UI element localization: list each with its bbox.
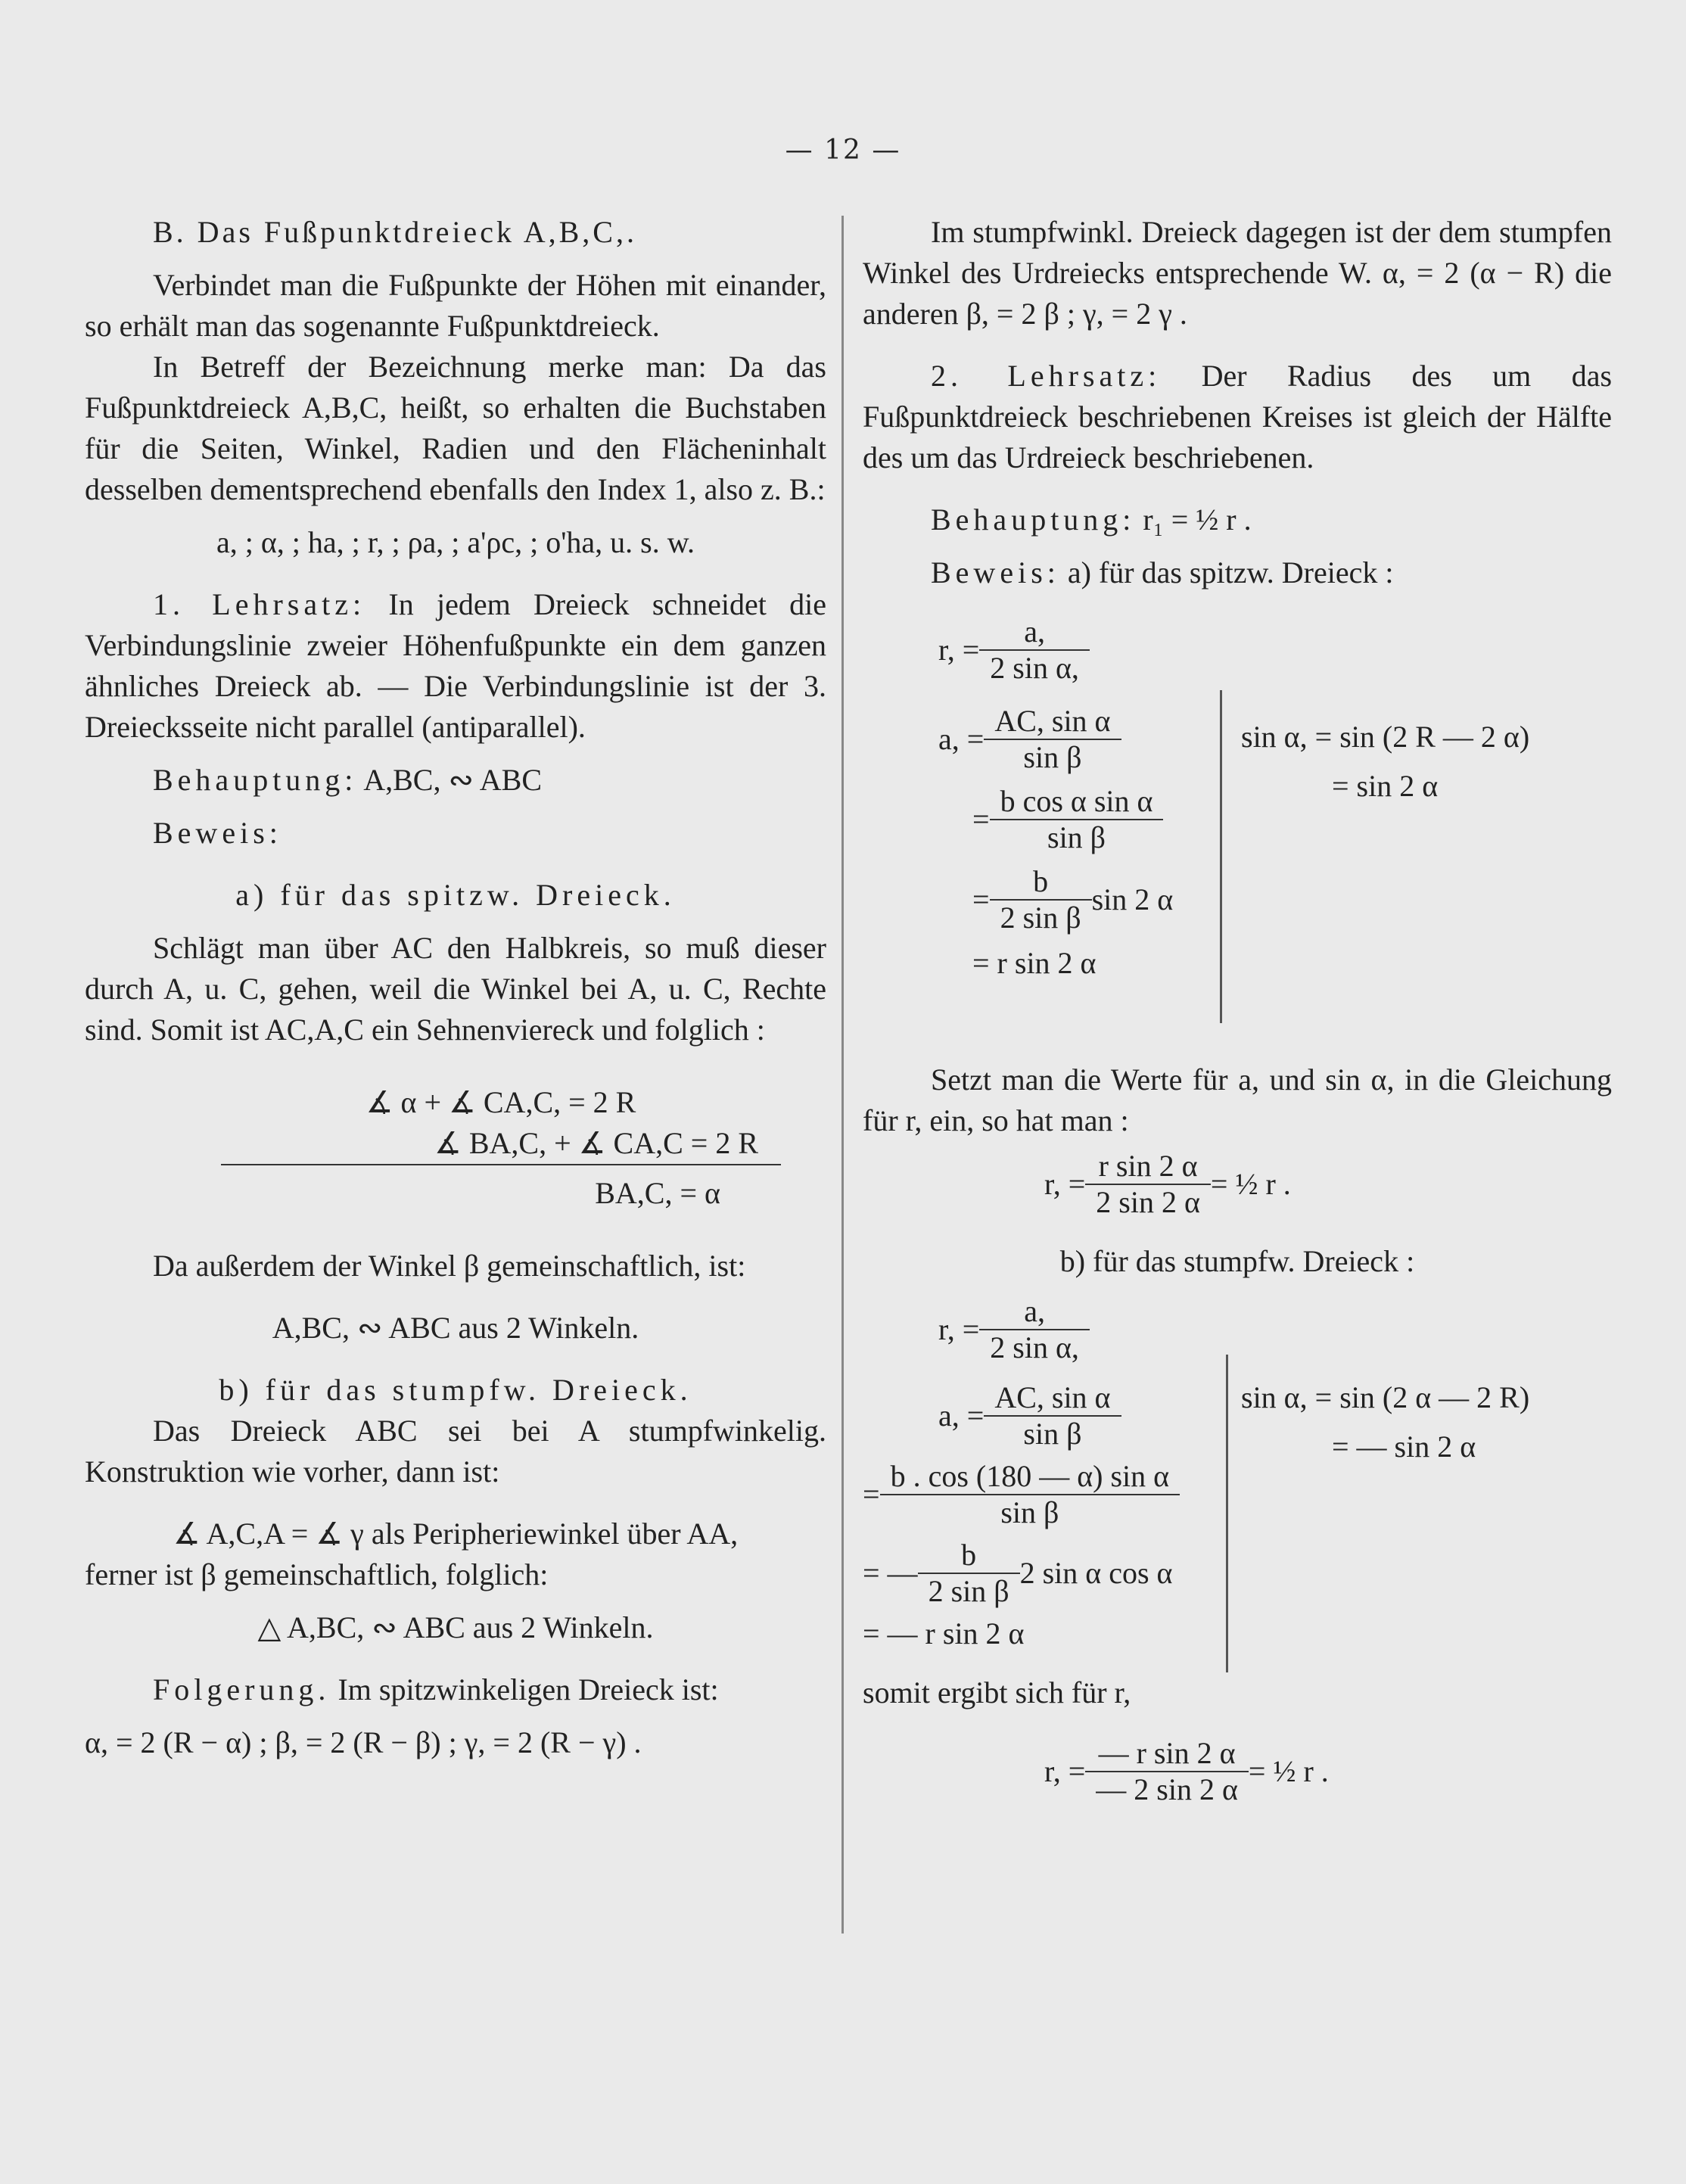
column-divider xyxy=(841,216,844,1934)
proof xyxy=(863,552,1612,593)
claim-text: r₁ = ½ r . xyxy=(1143,502,1252,537)
equation-lhs: r, = xyxy=(938,1312,980,1346)
theorem-1 xyxy=(85,584,826,748)
equation-tail: = ½ r . xyxy=(1248,1754,1329,1788)
fraction xyxy=(990,864,1092,935)
equation: ∡ BA,C, + ∡ CA,C = 2 R xyxy=(221,1123,781,1165)
section-heading: B. Das Fußpunktdreieck A,B,C,. xyxy=(153,215,637,249)
result: A,BC, ∾ ABC aus 2 Winkeln. xyxy=(272,1311,639,1345)
equation-lhs: r, = xyxy=(1044,1754,1086,1788)
conclusion-text: Im spitzwinkeligen Dreieck ist: xyxy=(338,1672,719,1706)
paragraph: ferner ist β gemeinschaftlich, folglich: xyxy=(85,1557,549,1591)
equation xyxy=(938,614,1612,686)
paragraph: somit ergibt sich für r, xyxy=(863,1675,1131,1710)
derivation-b xyxy=(863,1294,1612,1672)
side-equation: = — sin 2 α xyxy=(1332,1430,1476,1464)
paragraph: Da außerdem der Winkel β gemeinschaftlich, ist: xyxy=(153,1249,746,1283)
equation-lhs: a, = xyxy=(938,722,985,756)
equation-tail: 2 sin α cos α xyxy=(1019,1556,1173,1590)
theorem-label: 1. Lehrsatz: xyxy=(153,587,366,621)
paragraph: Das Dreieck ABC sei bei A stumpfwinkelig. Konstruktion wie vorher, dann ist: xyxy=(85,1414,826,1489)
conclusion-label: Folgerung. xyxy=(153,1672,331,1706)
proof-label: Beweis: xyxy=(931,555,1060,590)
proof-case: a) für das spitzw. Dreieck : xyxy=(1067,555,1394,590)
claim-label: Behauptung: xyxy=(153,763,358,797)
result: △ A,BC, ∾ ABC aus 2 Winkeln. xyxy=(257,1610,654,1644)
claim-text: A,BC, ∾ ABC xyxy=(363,763,543,797)
equation-lhs: r, = xyxy=(938,633,980,667)
denominator: 2 sin α, xyxy=(990,1330,1079,1364)
side-equation: = sin 2 α xyxy=(1332,769,1439,803)
case-heading: a) für das spitzw. Dreieck. xyxy=(235,878,676,912)
equation: = r sin 2 α xyxy=(972,946,1097,980)
equation-lhs: a, = xyxy=(938,1398,985,1433)
numerator: r sin 2 α xyxy=(1085,1149,1211,1185)
equation-lhs: r, = xyxy=(1044,1167,1086,1201)
fraction xyxy=(1085,1736,1249,1807)
equation: ∡ α + ∡ CA,C, = 2 R xyxy=(366,1085,636,1119)
fraction xyxy=(1085,1149,1211,1220)
paragraph: In Betreff der Bezeichnung merke man: Da das Fußpunktdreieck A,B,C, heißt, so erhalten die Buchstaben für die Seiten, Winkel, Radien und den Flächeninhalt desselben dementsprechend ebenfalls den Index 1, also z. B.: xyxy=(85,350,826,506)
equation: = — $\frac{b}{\text{2 sin β}}$ 2 sin α cos α xyxy=(863,1538,1173,1608)
equation: = — r sin 2 α xyxy=(863,1616,1025,1650)
paragraph: Verbindet man die Fußpunkte der Höhen mit einander, so erhält man das sogenannte Fußpunktdreieck. xyxy=(85,268,826,343)
numerator: b . cos (180 — α) sin α xyxy=(880,1459,1181,1495)
numerator: b xyxy=(918,1538,1020,1574)
fraction xyxy=(979,614,1090,686)
result-equation xyxy=(1044,1149,1612,1220)
equation: ∡ A,C,A = ∡ γ als Peripheriewinkel über AA, xyxy=(173,1517,739,1551)
proof-label: Beweis: xyxy=(153,816,282,850)
vertical-separator xyxy=(1226,1355,1228,1672)
index-list: a, ; α, ; ha, ; r, ; ρa, ; a'ρc, ; o'ha, u. s. w. xyxy=(216,525,695,559)
equation: = $\frac{\text{b cos α sin α}}{\text{sin β}}$ xyxy=(972,784,1612,855)
vertical-separator xyxy=(1220,690,1222,1023)
equation: BA,C, = α xyxy=(595,1176,720,1210)
theorem-label: 2. Lehrsatz: xyxy=(931,359,1162,393)
theorem-text: In jedem Dreieck schneidet die Verbindungslinie zweier Höhenfußpunkte ein dem ganzen ähnliches Dreieck ab. — Die Verbindungslinie ist der 3. Dreiecksseite nicht parallel (antiparallel). xyxy=(85,587,827,744)
denominator: 2 sin β xyxy=(1000,901,1081,935)
denominator: 2 sin α, xyxy=(990,651,1079,685)
denominator: sin β xyxy=(1023,1417,1082,1451)
fraction xyxy=(984,1380,1121,1451)
numerator: a, xyxy=(979,614,1090,651)
equation: = $\frac{\text{b . cos (180 — α) sin α}}{\text{sin β}}$ xyxy=(863,1459,1612,1530)
claim xyxy=(863,499,1612,540)
fraction xyxy=(979,1294,1090,1365)
page-number: — 12 — xyxy=(785,135,901,166)
theorem-text: Der Radius des um das Fußpunktdreieck beschriebenen Kreises ist gleich der Hälfte des um das Urdreieck beschriebenen. xyxy=(863,359,1613,474)
fraction xyxy=(880,1459,1181,1530)
denominator: 2 sin 2 α xyxy=(1096,1185,1200,1219)
conclusion-equation: α, = 2 (R − α) ; β, = 2 (R − β) ; γ, = 2 (R − γ) . xyxy=(85,1725,642,1759)
result-equation xyxy=(1044,1736,1612,1807)
equation: = $\frac{b}{\text{2 sin β}}$ sin 2 α xyxy=(972,864,1174,935)
fraction xyxy=(990,784,1164,855)
side-equation: sin α, = sin (2 R — 2 α) xyxy=(1241,720,1530,754)
denominator: — 2 sin 2 α xyxy=(1096,1772,1238,1806)
equation xyxy=(938,1294,1612,1365)
numerator: a, xyxy=(979,1294,1090,1330)
denominator: 2 sin β xyxy=(928,1574,1009,1608)
fraction xyxy=(918,1538,1020,1609)
numerator: — r sin 2 α xyxy=(1085,1736,1249,1772)
numerator: AC, sin α xyxy=(984,1380,1121,1417)
equation-tail: sin 2 α xyxy=(1091,882,1174,916)
denominator: sin β xyxy=(1000,1495,1059,1529)
paragraph: Setzt man die Werte für a, und sin α, in die Gleichung für r, ein, so hat man : xyxy=(863,1062,1612,1137)
derivation-a xyxy=(863,614,1612,1038)
numerator: AC, sin α xyxy=(984,704,1121,740)
claim xyxy=(85,760,826,801)
side-equation: sin α, = sin (2 α — 2 R) xyxy=(1241,1380,1530,1414)
numerator: b cos α sin α xyxy=(990,784,1164,820)
equation-tail: = ½ r . xyxy=(1210,1167,1291,1201)
conclusion xyxy=(85,1669,826,1710)
denominator: sin β xyxy=(1047,820,1106,854)
paragraph: Im stumpfwinkl. Dreieck dagegen ist der dem stumpfen Winkel des Urdreiecks entsprechende W. α, = 2 (α − R) die anderen β, = 2 β ; γ, = 2 γ . xyxy=(863,215,1612,331)
left-column xyxy=(85,212,826,1763)
theorem-2 xyxy=(863,356,1612,478)
denominator: sin β xyxy=(1023,740,1082,774)
equation-block xyxy=(221,1082,781,1214)
case-heading: b) für das stumpfw. Dreieck. xyxy=(219,1373,692,1407)
numerator: b xyxy=(990,864,1092,901)
paragraph: Schlägt man über AC den Halbkreis, so muß dieser durch A, u. C, gehen, weil die Winkel bei A, u. C, Rechte sind. Somit ist AC,A,C ein Sehnenviereck und folglich : xyxy=(85,931,826,1047)
right-column xyxy=(863,212,1612,1812)
fraction xyxy=(984,704,1121,775)
case-heading: b) für das stumpfw. Dreieck : xyxy=(1059,1244,1415,1278)
claim-label: Behauptung: xyxy=(931,502,1136,537)
